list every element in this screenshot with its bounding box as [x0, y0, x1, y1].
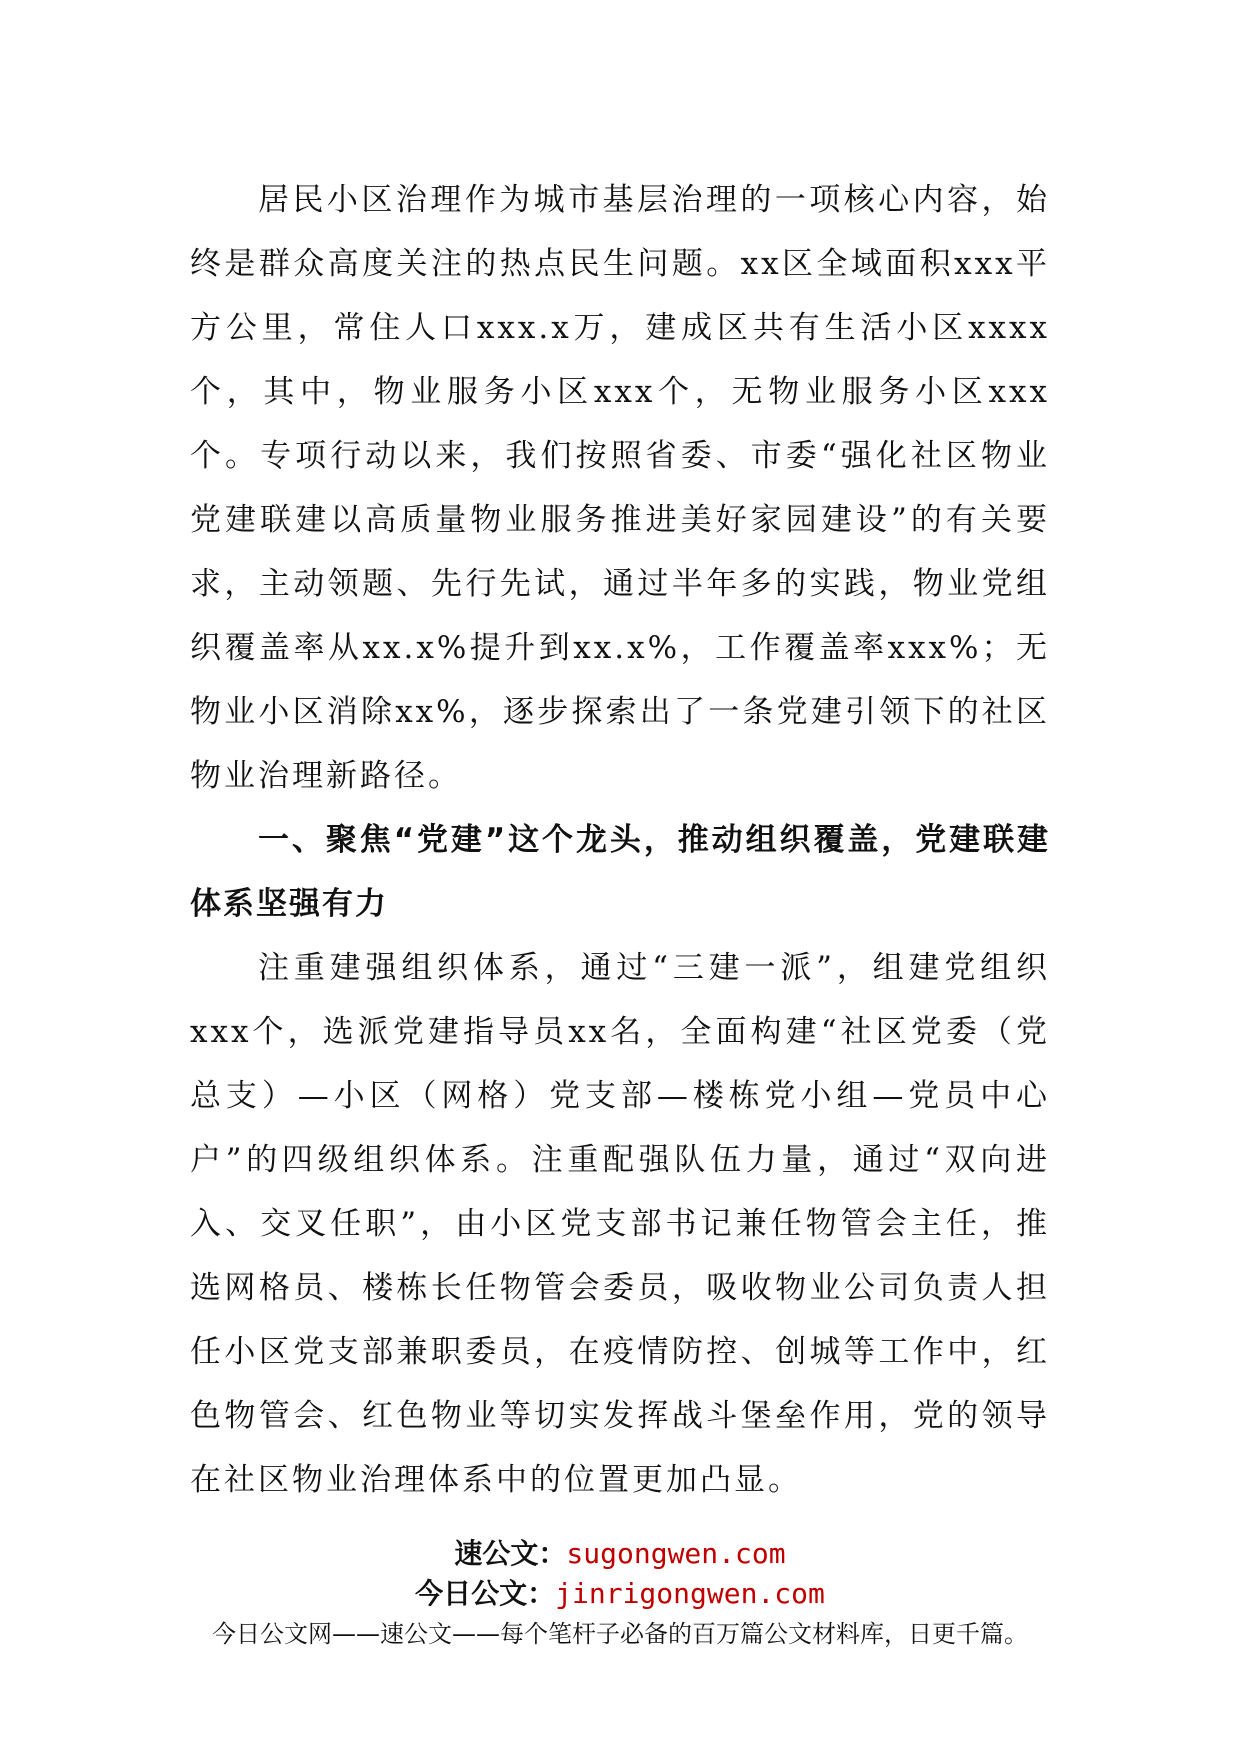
section-paragraph: 注重建强组织体系，通过“三建一派”，组建党组织xxx个，选派党建指导员xx名，全面构建“社区党委（党总支）—小区（网格）党支部—楼栋党小组—党员中心户”的四级组织体系。注重配强队伍力量，通过“双向进入、交叉任职”，由小区党支部书记兼任物管会主任，推选网格员、楼栋长任物管会委员，吸收物业公司负责人担任小区党支部兼职委员，在疫情防控、创城等工作中，红色物管会、红色物业等切实发挥战斗堡垒作用，党的领导在社区物业治理体系中的位置更加凸显。	[190, 950, 1050, 1498]
footer-sugongwen-label: 速公文：	[454, 1537, 567, 1570]
footer-sugongwen	[0, 1536, 1240, 1572]
footer-slogan: 今日公文网——速公文——每个笔杆子必备的百万篇公文材料库，日更千篇。	[212, 1620, 1028, 1648]
footer-sugongwen-link[interactable]: sugongwen.com	[566, 1537, 786, 1570]
footer-jinrigongwen	[0, 1576, 1240, 1612]
footer-jinrigongwen-label: 今日公文：	[415, 1577, 556, 1610]
footer-jinrigongwen-link[interactable]: jinrigongwen.com	[555, 1577, 825, 1610]
section-heading: 一、聚焦“党建”这个龙头，推动组织覆盖，党建联建体系坚强有力	[190, 822, 1050, 922]
document-body	[190, 168, 1050, 1512]
intro-paragraph: 居民小区治理作为城市基层治理的一项核心内容，始终是群众高度关注的热点民生问题。xx区全域面积xxx平方公里，常住人口xxx.x万，建成区共有生活小区xxxx个，其中，物业服务小区xxx个，无物业服务小区xxx个。专项行动以来，我们按照省委、市委“强化社区物业党建联建以高质量物业服务推进美好家园建设”的有关要求，主动领题、先行先试，通过半年多的实践，物业党组织覆盖率从xx.x%提升到xx.x%，工作覆盖率xxx%；无物业小区消除xx%，逐步探索出了一条党建引领下的社区物业治理新路径。	[190, 182, 1050, 794]
